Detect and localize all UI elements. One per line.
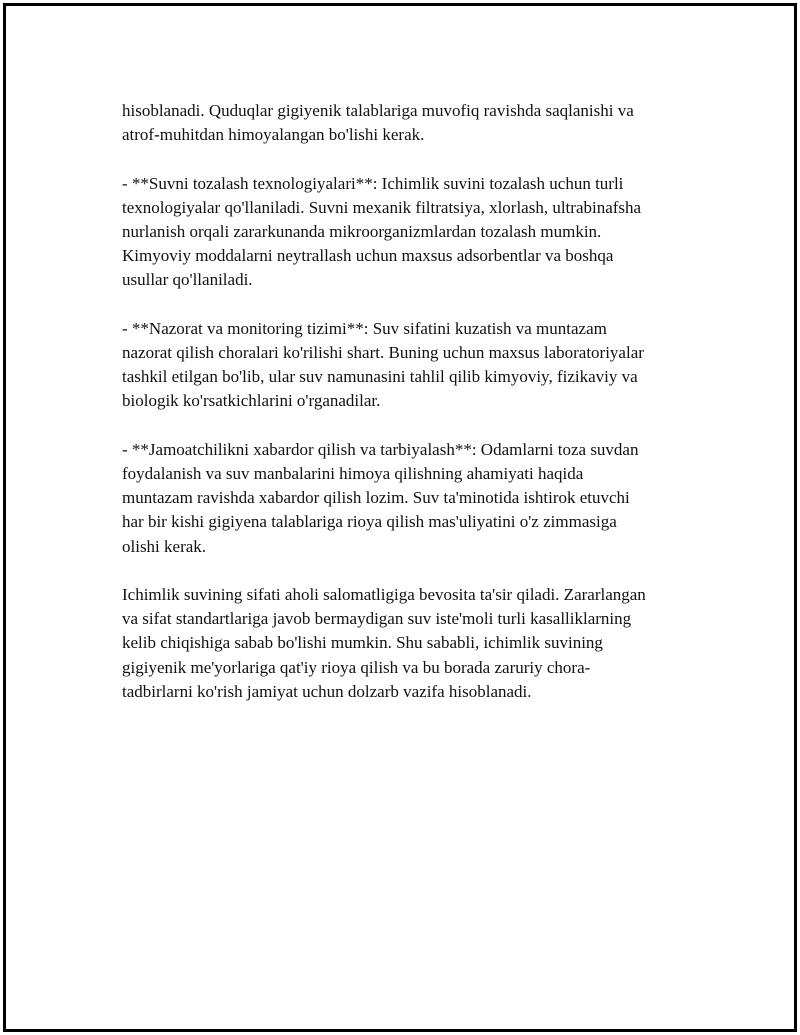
paragraph-wells-continuation: hisoblanadi. Quduqlar gigiyenik talablariga muvofiq ravishda saqlanishi va atrof-muhitdan himoyalangan bo'lishi kerak. — [122, 101, 634, 145]
paragraph-conclusion: Ichimlik suvining sifati aholi salomatligiga bevosita ta'sir qiladi. Zararlangan va sifat standartlariga javob bermaydigan suv iste'moli turli kasalliklarning kelib chiqishiga sabab bo'lishi mumkin. Shu sababli, ichimlik suvining gigiyenik me'yorlariga qat'iy rioya qilish va bu borada zaruriy chora- tadbirlarni ko'rish jamiyat uchun dolzarb vazifa hisoblanadi. — [122, 585, 646, 701]
document-body — [122, 99, 702, 728]
paragraph-monitoring: - **Nazorat va monitoring tizimi**: Suv sifatini kuzatish va muntazam nazorat qilish choralari ko'rilishi shart. Buning uchun maxsus laboratoriyalar tashkil etilgan bo'lib, ular suv namunasini tahlil qilib kimyoviy, fizikaviy va biologik ko'rsatkichlarini o'rganadilar. — [122, 318, 644, 411]
paragraph-water-treatment: - **Suvni tozalash texnologiyalari**: Ichimlik suvini tozalash uchun turli texnologiyalar qo'llaniladi. Suvni mexanik filtratsiya, xlorlash, ultrabinafsha nurlanish orqali zararkunanda mikroorganizmlardan tozalash mumkin. Kimyoviy moddalarni neytrallash uchun maxsus adsorbentlar va boshqa usullar qo'llaniladi. — [122, 173, 642, 290]
paragraph-public-awareness: - **Jamoatchilikni xabardor qilish va tarbiyalash**: Odamlarni toza suvdan foydalanish va suv manbalarini himoya qilishning ahamiyati haqida muntazam ravishda xabardor qilish lozim. Suv ta'minotida ishtirok etuvchi har bir kishi gigiyena talablariga rioya qilish mas'uliyatini o'z zimmasiga olishi kerak. — [122, 439, 639, 556]
page-border — [3, 3, 797, 1032]
